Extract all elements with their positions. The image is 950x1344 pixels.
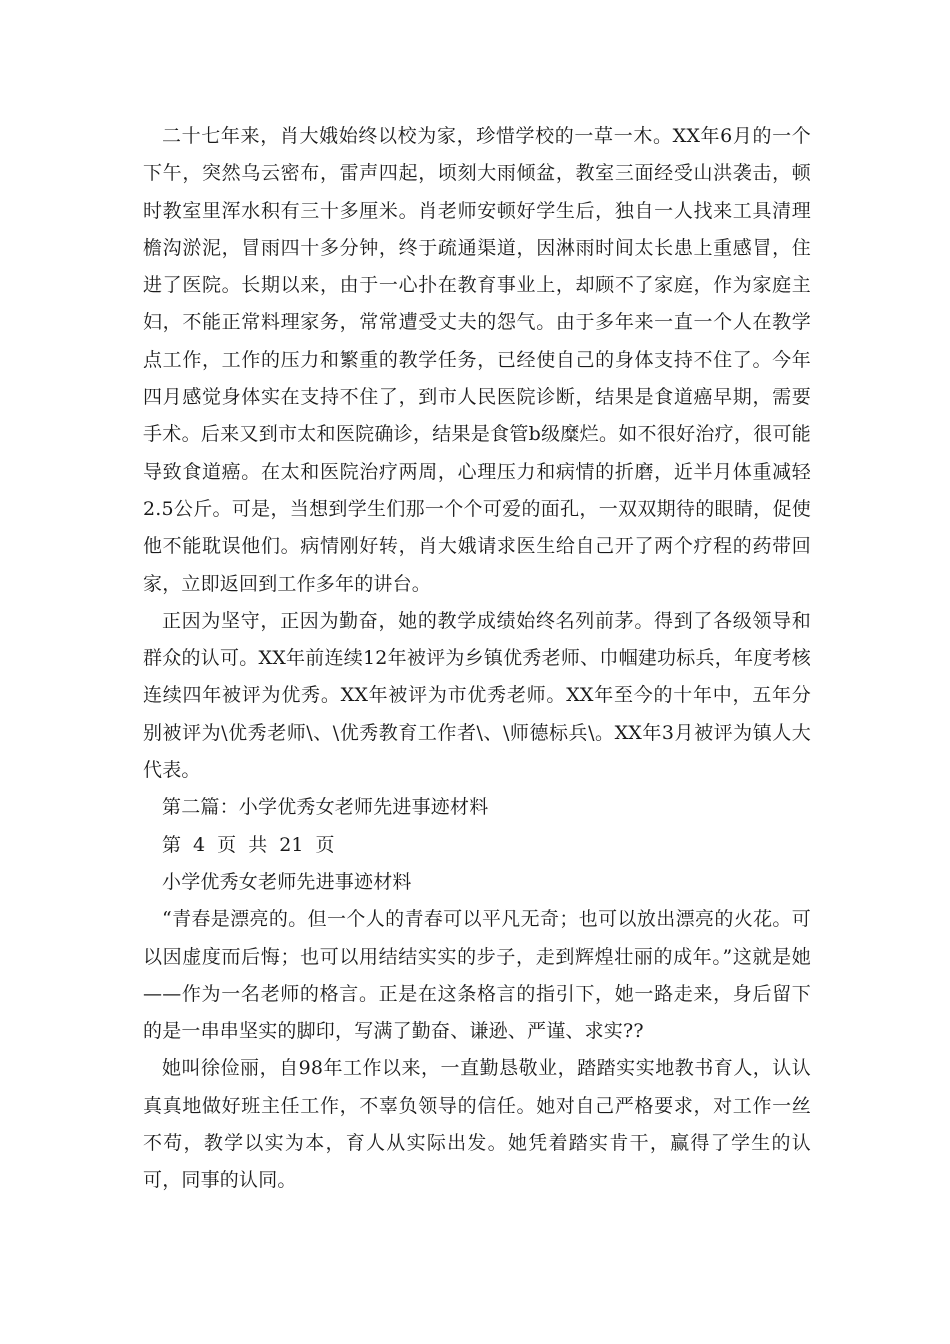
page-indicator: 第 4 页 共 21 页 (162, 833, 335, 856)
document-subtitle: 小学优秀女老师先进事迹材料 (162, 870, 412, 893)
paragraph-dedication: 二十七年来，肖大娥始终以校为家，珍惜学校的一草一木。XX年6月的一个下午，突然乌云密布，雷声四起，顷刻大雨倾盆，教室三面经受山洪袭击，顿时教室里浑水积有三十多厘米。肖老师安顿好学生后，独自一人找来工具清理檐沟淤泥，冒雨四十多分钟，终于疏通渠道，因淋雨时间太长患上重感冒，住进了医院。长期以来，由于一心扑在教育事业上，却顾不了家庭，作为家庭主妇，不能正常料理家务，常常遭受丈夫的怨气。由于多年来一直一个人在教学点工作，工作的压力和繁重的教学任务，已经使自己的身体支持不住了。今年四月感觉身体实在支持不住了，到市人民医院诊断，结果是食道癌早期，需要手术。后来又到市太和医院确诊，结果是食管b级糜烂。如不很好治疗，很可能导致食道癌。在太和医院治疗两周，心理压力和病情的折磨，近半月体重减轻2.5公斤。可是，当想到学生们那一个个可爱的面孔，一双双期待的眼睛，促使他不能耽误他们。病情刚好转，肖大娥请求医生给自己开了两个疗程的药带回家，立即返回到工作多年的讲台。 (143, 125, 811, 595)
paragraph-motto: “青春是漂亮的。但一个人的青春可以平凡无奇；也可以放出漂亮的火花。可以因虚度而后悔；也可以用结结实实的步子，走到辉煌壮丽的成年。”这就是她——作为一名老师的格言。正是在这条格言的指引下，她一路走来，身后留下的是一串串坚实的脚印，写满了勤奋、谦逊、严谨、求实?? (143, 908, 811, 1043)
document-body (143, 118, 811, 1200)
section-heading: 第二篇：小学优秀女老师先进事迹材料 (162, 796, 489, 819)
paragraph-achievements: 正因为坚守，正因为勤奋，她的教学成绩始终名列前茅。得到了各级领导和群众的认可。XX年前连续12年被评为乡镇优秀老师、巾帼建功标兵，年度考核连续四年被评为优秀。XX年被评为市优秀老师。XX年至今的十年中，五年分别被评为\优秀老师\、\优秀教育工作者\、\师德标兵\。XX年3月被评为镇人大代表。 (143, 609, 811, 782)
paragraph-introduction: 她叫徐俭丽，自98年工作以来，一直勤恳敬业，踏踏实实地教书育人，认认真真地做好班主任工作，不辜负领导的信任。她对自己严格要求，对工作一丝不苟，教学以实为本，育人从实际出发。她凭着踏实肯干，赢得了学生的认可，同事的认同。 (143, 1057, 811, 1192)
